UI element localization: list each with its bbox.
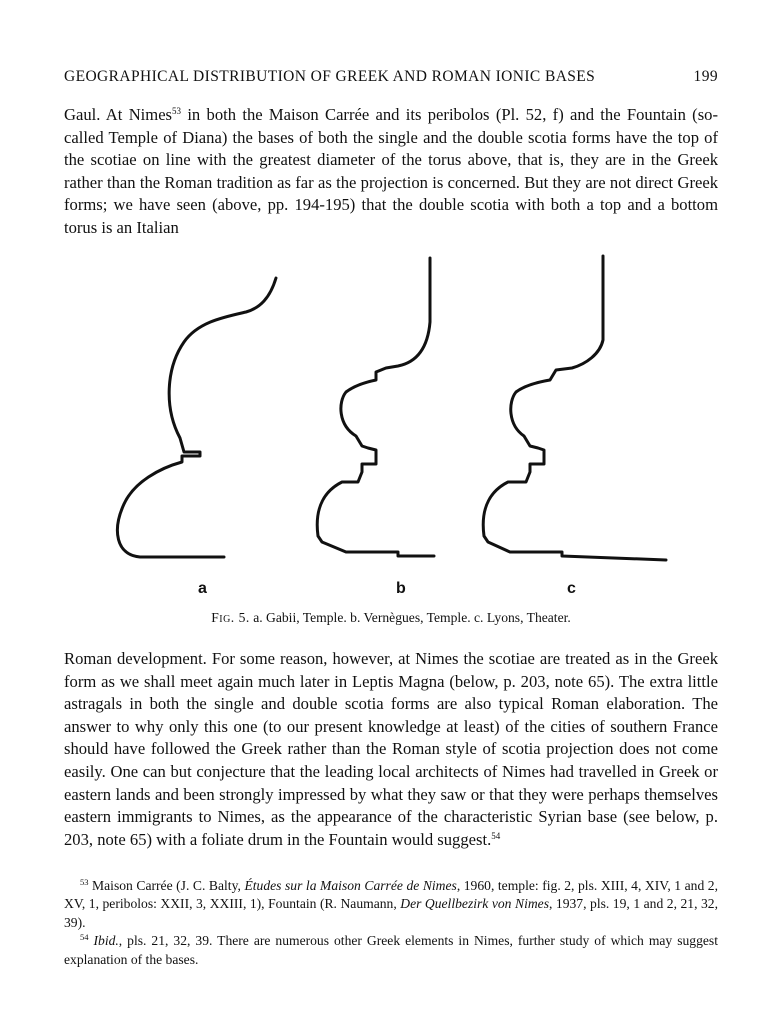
figure-5-drawing xyxy=(100,250,680,600)
footnote-53-text-a: Maison Carrée (J. C. Balty, xyxy=(88,878,245,893)
profile-b-vernegues xyxy=(317,258,434,556)
para-top-text-1: Gaul. At Nimes xyxy=(64,105,173,124)
footnote-ref-53[interactable]: 53 xyxy=(172,106,182,116)
footnote-53-title-2: Der Quellbezirk von Nimes xyxy=(400,896,549,912)
caption-fig-number: Fig. 5. xyxy=(211,610,250,625)
footnote-53-mark: 53 xyxy=(80,877,89,887)
profile-a-gabii xyxy=(117,278,276,557)
figure-caption xyxy=(64,610,718,626)
footnote-54 xyxy=(64,932,718,969)
running-title: GEOGRAPHICAL DISTRIBUTION OF GREEK AND ROMAN IONIC BASES xyxy=(64,68,596,85)
footnote-53-text-c: , 1937, pls. 19, 1 and 2, 21, 32, 39). xyxy=(64,896,719,930)
footnote-54-mark: 54 xyxy=(80,932,89,943)
paragraph-top xyxy=(64,104,718,240)
running-head xyxy=(64,68,718,86)
profile-c-lyons xyxy=(483,256,666,560)
paragraph-bottom xyxy=(64,648,718,851)
footnote-53-text-b: , 1960, temple: fig. 2, pls. XIII, 4, XIV, 1 and 2, XV, 1, peribolos: XXII, 3, XXIII, 1), Fountain (R. Naumann, xyxy=(64,878,718,912)
page-number: 199 xyxy=(693,68,718,85)
caption-text: a. Gabii, Temple. b. Vernègues, Temple. c. Lyons, Theater. xyxy=(249,610,571,625)
footnote-53 xyxy=(64,877,718,932)
figure-label-c: c xyxy=(567,580,576,597)
figure-label-a: a xyxy=(198,580,207,597)
footnotes xyxy=(64,877,718,969)
footnote-54-text: , pls. 21, 32, 39. There are numerous other Greek elements in Nimes, further study of which may suggest explanation of the bases. xyxy=(64,933,718,967)
footnote-54-ibid: Ibid. xyxy=(88,933,119,949)
footnote-53-title-1: Études sur la Maison Carrée de Nimes xyxy=(244,878,457,893)
para-top-text-2: in both the Maison Carrée and its peribolos (Pl. 52, f) and the Fountain (so-called Temple of Diana) the bases of both the single and the double scotia forms have the top of the scotiae on line with the greatest diameter of the torus above, that is, they are in the Greek rather than the Roman tradition as far as the projection is concerned. But they are not direct Greek forms; we have seen (above, pp. 194-195) that the double scotia with both a top and a bottom torus is an Italian xyxy=(64,105,718,237)
para-bottom-text: Roman development. For some reason, however, at Nimes the scotiae are treated as in the Greek form as we shall meet again much later in Leptis Magna (below, p. 203, note 65). The extra little astragals in both the single and double scotia forms are also typical Roman elaboration. The answer to why only this one (to our present knowledge at least) of the cities of southern France should have followed the Greek rather than the Roman style of scotia projection does not come easily. One can but conjecture that the leading local architects of Nimes had travelled in Greek or eastern lands and been strongly impressed by what they saw or that they were perhaps themselves eastern immigrants to Nimes, as the appearance of the characteristic Syrian base (see below, p. 203, note 65) with a foliate drum in the Fountain would suggest. xyxy=(64,649,718,849)
footnote-ref-54[interactable]: 54 xyxy=(491,830,501,841)
figure-label-b: b xyxy=(396,580,406,597)
